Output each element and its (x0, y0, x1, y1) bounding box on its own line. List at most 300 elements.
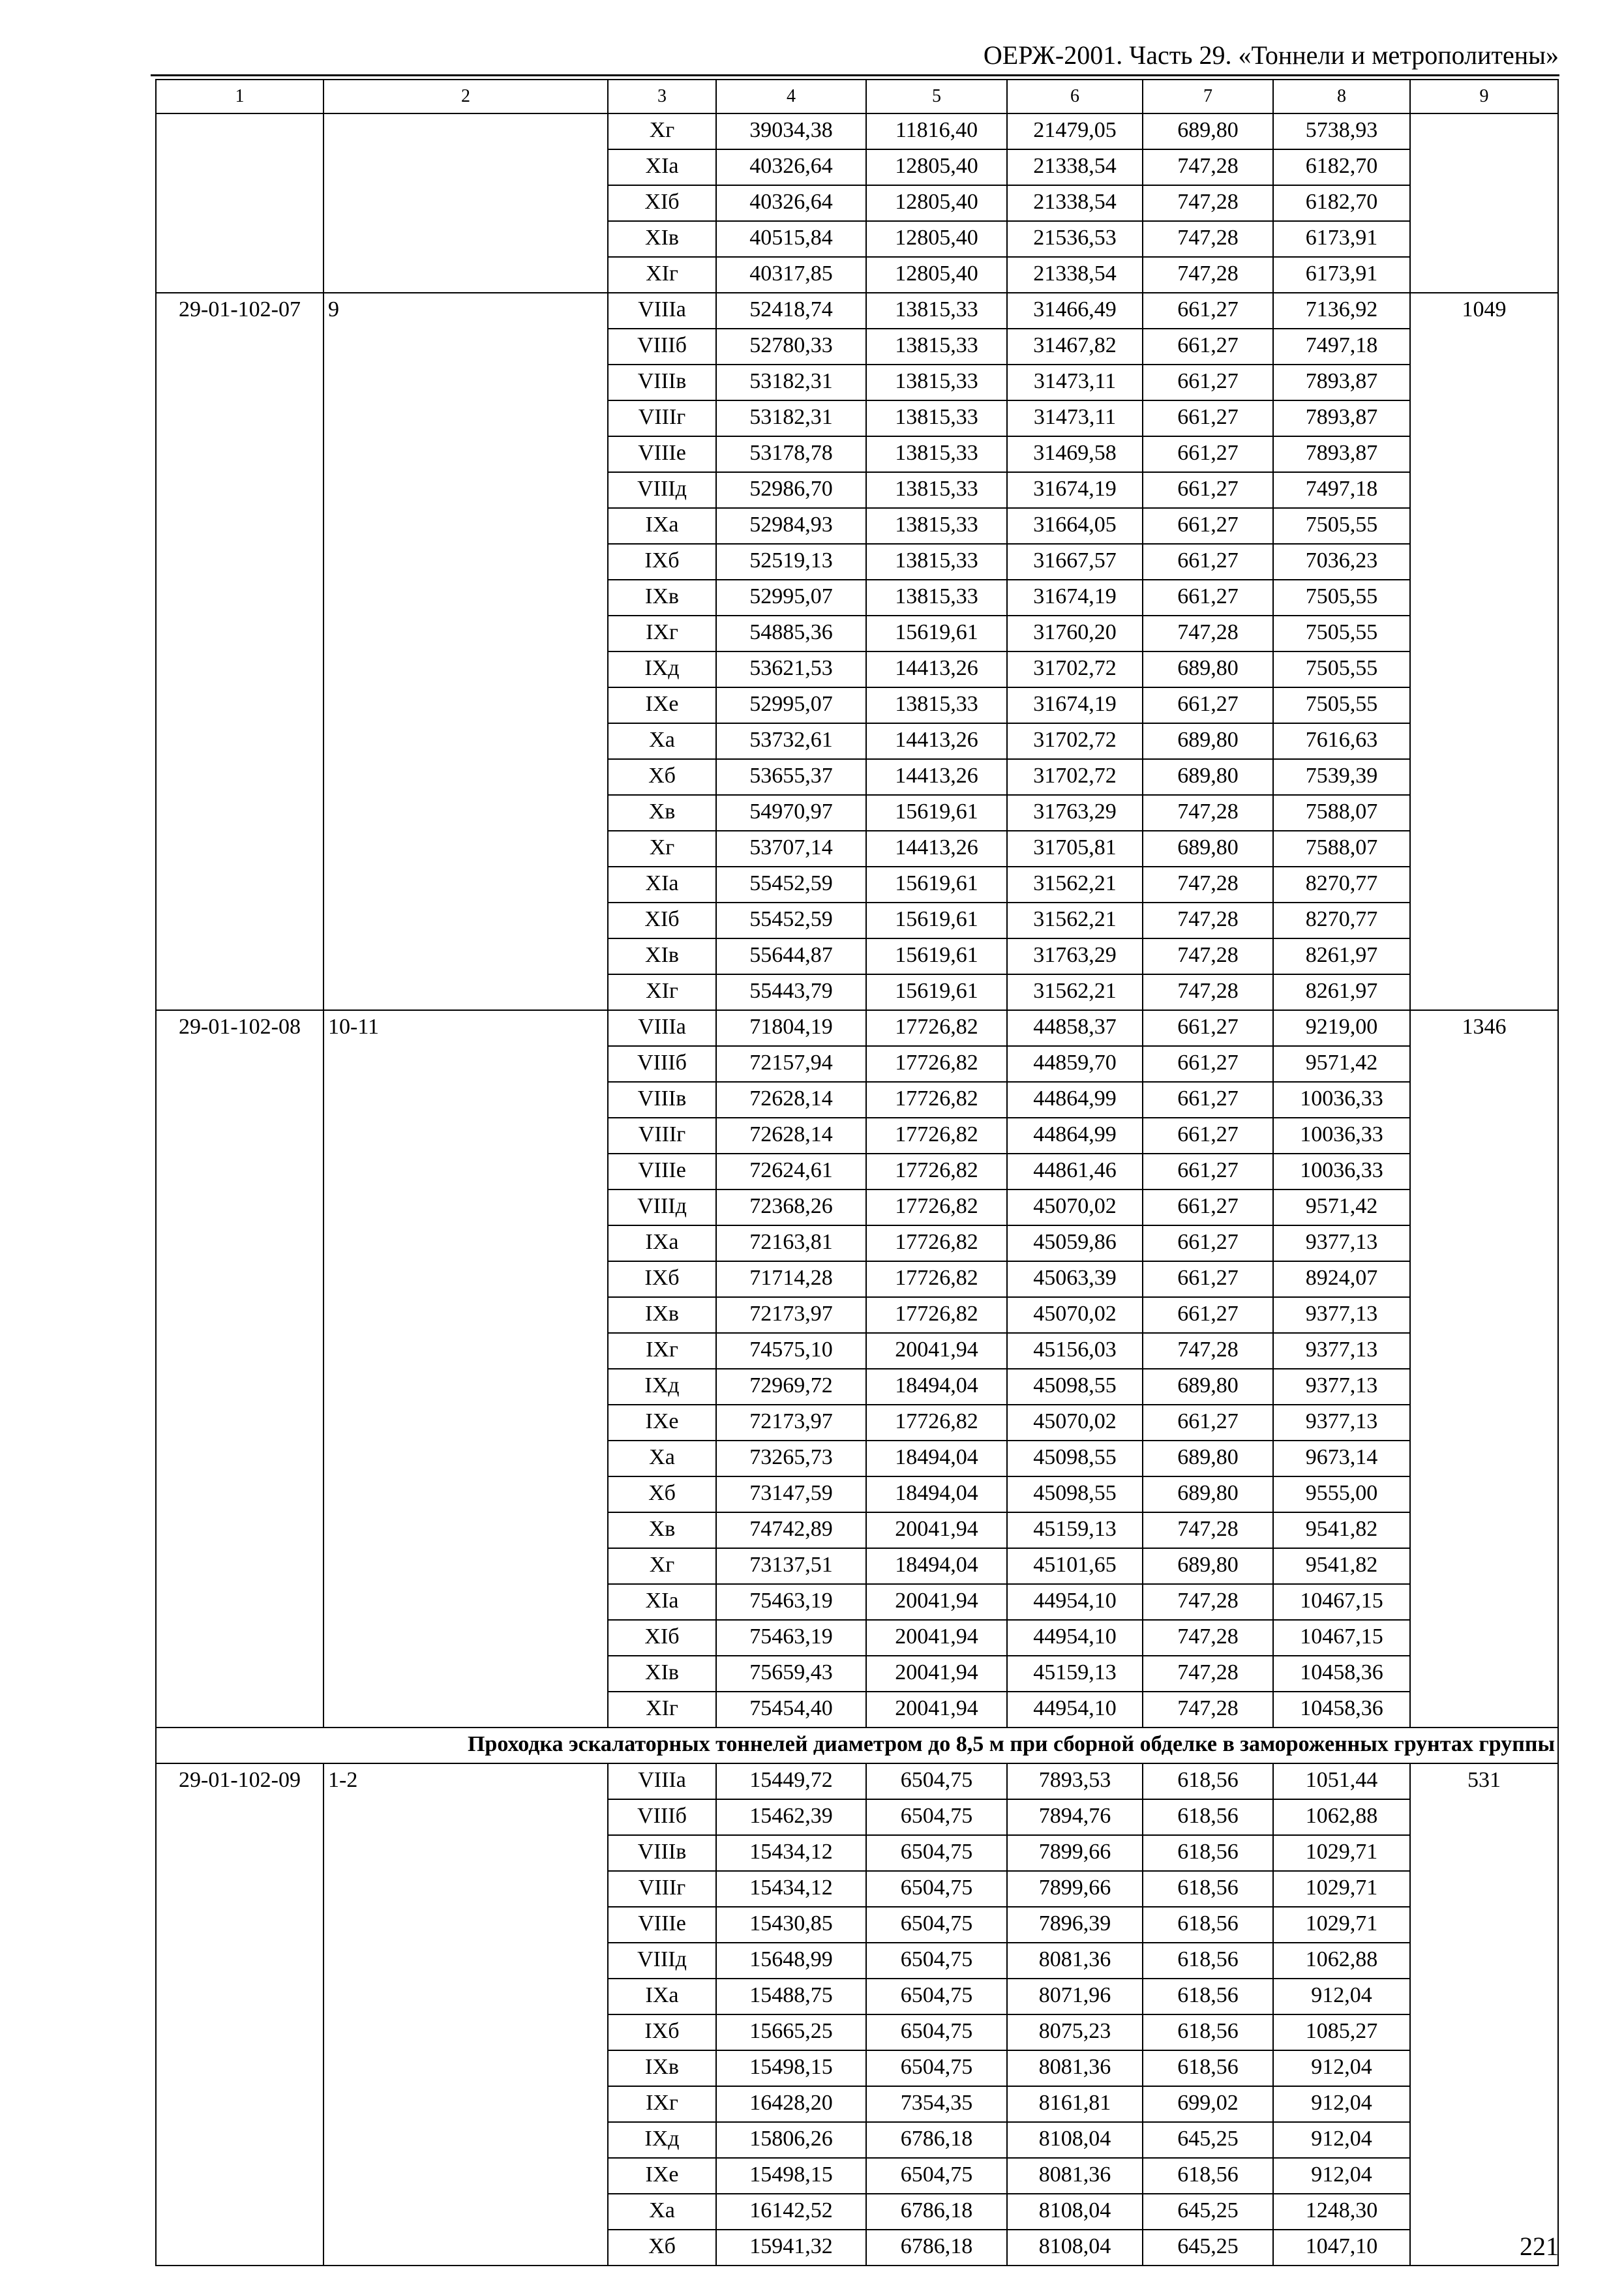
soil-group-cell: IXб (608, 544, 716, 580)
value-cell: 31763,29 (1007, 795, 1143, 831)
value-cell: 8261,97 (1273, 938, 1410, 974)
value-cell: 6504,75 (866, 1943, 1007, 1979)
rate-code-cell: 29-01-102-09 (156, 1763, 323, 2266)
value-cell: 7896,39 (1007, 1907, 1143, 1943)
value-cell: 21536,53 (1007, 221, 1143, 257)
value-cell: 55452,59 (716, 867, 866, 903)
soil-group-cell: Xг (608, 831, 716, 867)
value-cell: 17726,82 (866, 1189, 1007, 1225)
value-cell: 14413,26 (866, 831, 1007, 867)
value-cell: 9555,00 (1273, 1476, 1410, 1512)
value-cell: 75454,40 (716, 1692, 866, 1728)
soil-group-cell: Xб (608, 2230, 716, 2266)
value-cell: 747,28 (1143, 257, 1273, 293)
value-cell: 8081,36 (1007, 1943, 1143, 1979)
value-cell: 44954,10 (1007, 1584, 1143, 1620)
value-cell: 7616,63 (1273, 723, 1410, 759)
value-cell: 20041,94 (866, 1620, 1007, 1656)
value-cell: 15619,61 (866, 867, 1007, 903)
value-cell: 661,27 (1143, 508, 1273, 544)
value-cell: 44954,10 (1007, 1620, 1143, 1656)
value-cell: 31674,19 (1007, 687, 1143, 723)
value-cell: 73265,73 (716, 1441, 866, 1476)
value-cell: 6504,75 (866, 1763, 1007, 1799)
soil-group-cell: IXб (608, 2014, 716, 2050)
column-number: 6 (1007, 80, 1143, 113)
value-cell: 9377,13 (1273, 1333, 1410, 1369)
value-cell: 912,04 (1273, 2158, 1410, 2194)
value-cell: 15434,12 (716, 1871, 866, 1907)
value-cell: 7497,18 (1273, 472, 1410, 508)
value-cell: 15619,61 (866, 974, 1007, 1010)
soil-group-cell: Xа (608, 723, 716, 759)
soil-group-cell: VIIIв (608, 365, 716, 400)
value-cell: 72368,26 (716, 1189, 866, 1225)
value-cell: 17726,82 (866, 1405, 1007, 1441)
soil-group-cell: VIIIа (608, 1763, 716, 1799)
value-cell: 1062,88 (1273, 1943, 1410, 1979)
value-cell: 618,56 (1143, 1763, 1273, 1799)
soil-group-cell: IXг (608, 1333, 716, 1369)
value-cell: 71804,19 (716, 1010, 866, 1046)
soil-group-cell: VIIIб (608, 1799, 716, 1835)
value-cell: 7899,66 (1007, 1835, 1143, 1871)
value-cell: 53182,31 (716, 365, 866, 400)
value-cell: 689,80 (1143, 1476, 1273, 1512)
value-cell: 53182,31 (716, 400, 866, 436)
soil-group-cell: IXе (608, 2158, 716, 2194)
value-cell: 689,80 (1143, 113, 1273, 149)
value-cell: 14413,26 (866, 723, 1007, 759)
value-cell: 17726,82 (866, 1010, 1007, 1046)
value-cell: 45070,02 (1007, 1189, 1143, 1225)
value-cell: 31562,21 (1007, 974, 1143, 1010)
soil-group-cell: IXа (608, 1225, 716, 1261)
value-cell: 661,27 (1143, 544, 1273, 580)
value-cell: 6504,75 (866, 1835, 1007, 1871)
value-cell: 1062,88 (1273, 1799, 1410, 1835)
value-cell: 14413,26 (866, 759, 1007, 795)
value-cell: 8108,04 (1007, 2122, 1143, 2158)
value-cell: 747,28 (1143, 974, 1273, 1010)
soil-group-cell: Xб (608, 1476, 716, 1512)
value-cell: 6786,18 (866, 2122, 1007, 2158)
soil-group-cell: Xб (608, 759, 716, 795)
value-cell: 8261,97 (1273, 974, 1410, 1010)
soil-group-cell: Xв (608, 1512, 716, 1548)
value-cell: 21338,54 (1007, 185, 1143, 221)
value-cell: 53178,78 (716, 436, 866, 472)
value-cell: 9377,13 (1273, 1225, 1410, 1261)
value-cell: 17726,82 (866, 1046, 1007, 1082)
value-cell: 72173,97 (716, 1405, 866, 1441)
value-cell: 18494,04 (866, 1441, 1007, 1476)
soil-group-cell: IXд (608, 1369, 716, 1405)
value-cell: 45070,02 (1007, 1405, 1143, 1441)
value-cell: 6504,75 (866, 2050, 1007, 2086)
value-cell: 747,28 (1143, 903, 1273, 938)
soil-group-cell: XIа (608, 1584, 716, 1620)
soil-group-cell: VIIIд (608, 1189, 716, 1225)
value-cell: 40326,64 (716, 185, 866, 221)
value-cell: 689,80 (1143, 831, 1273, 867)
value-cell: 15488,75 (716, 1979, 866, 2014)
value-cell: 747,28 (1143, 1512, 1273, 1548)
value-cell: 13815,33 (866, 293, 1007, 329)
depth-cell: 9 (323, 293, 608, 1010)
value-cell: 12805,40 (866, 149, 1007, 185)
value-cell: 45159,13 (1007, 1512, 1143, 1548)
value-cell: 53655,37 (716, 759, 866, 795)
soil-group-cell: XIб (608, 1620, 716, 1656)
value-cell: 15941,32 (716, 2230, 866, 2266)
value-cell: 31702,72 (1007, 759, 1143, 795)
value-cell: 7893,87 (1273, 400, 1410, 436)
value-cell: 689,80 (1143, 651, 1273, 687)
soil-group-cell: VIIIа (608, 1010, 716, 1046)
value-cell: 661,27 (1143, 1189, 1273, 1225)
value-cell: 645,25 (1143, 2122, 1273, 2158)
value-cell: 17726,82 (866, 1225, 1007, 1261)
value-cell: 18494,04 (866, 1369, 1007, 1405)
value-cell: 44864,99 (1007, 1082, 1143, 1118)
value-cell: 9571,42 (1273, 1046, 1410, 1082)
value-cell: 7505,55 (1273, 616, 1410, 651)
value-cell: 13815,33 (866, 508, 1007, 544)
value-cell: 6182,70 (1273, 149, 1410, 185)
soil-group-cell: VIIIв (608, 1835, 716, 1871)
value-cell: 747,28 (1143, 149, 1273, 185)
value-cell: 1029,71 (1273, 1835, 1410, 1871)
value-cell: 13815,33 (866, 436, 1007, 472)
table-row (156, 1010, 1558, 1046)
value-cell: 21338,54 (1007, 257, 1143, 293)
value-cell: 40317,85 (716, 257, 866, 293)
value-cell: 7505,55 (1273, 687, 1410, 723)
table-row (156, 113, 1558, 149)
value-cell: 747,28 (1143, 1692, 1273, 1728)
value-cell: 661,27 (1143, 1405, 1273, 1441)
value-cell: 14413,26 (866, 651, 1007, 687)
soil-group-cell: XIб (608, 185, 716, 221)
soil-group-cell: VIIIе (608, 1907, 716, 1943)
value-cell: 15619,61 (866, 903, 1007, 938)
table-row (156, 1763, 1558, 1799)
value-cell: 747,28 (1143, 221, 1273, 257)
value-cell: 45063,39 (1007, 1261, 1143, 1297)
value-cell: 15619,61 (866, 616, 1007, 651)
value-cell: 912,04 (1273, 2086, 1410, 2122)
value-cell: 8081,36 (1007, 2158, 1143, 2194)
value-cell: 13815,33 (866, 580, 1007, 616)
value-cell: 618,56 (1143, 1907, 1273, 1943)
value-cell: 6504,75 (866, 2158, 1007, 2194)
soil-group-cell: IXд (608, 2122, 716, 2158)
value-cell: 6786,18 (866, 2230, 1007, 2266)
soil-group-cell: VIIIг (608, 1118, 716, 1154)
value-cell: 661,27 (1143, 472, 1273, 508)
value-cell: 13815,33 (866, 400, 1007, 436)
value-cell: 9541,82 (1273, 1512, 1410, 1548)
value-cell: 12805,40 (866, 185, 1007, 221)
value-cell: 7539,39 (1273, 759, 1410, 795)
value-cell: 39034,38 (716, 113, 866, 149)
column-number: 5 (866, 80, 1007, 113)
value-cell: 661,27 (1143, 436, 1273, 472)
soil-group-cell: VIIIд (608, 1943, 716, 1979)
value-cell: 5738,93 (1273, 113, 1410, 149)
value-cell: 618,56 (1143, 1943, 1273, 1979)
value-cell: 52519,13 (716, 544, 866, 580)
value-cell: 689,80 (1143, 759, 1273, 795)
value-cell: 15619,61 (866, 795, 1007, 831)
soil-group-cell: XIг (608, 1692, 716, 1728)
column-number: 7 (1143, 80, 1273, 113)
value-cell: 31562,21 (1007, 867, 1143, 903)
value-cell: 618,56 (1143, 1799, 1273, 1835)
value-cell: 53621,53 (716, 651, 866, 687)
value-cell: 912,04 (1273, 1979, 1410, 2014)
value-cell: 40515,84 (716, 221, 866, 257)
value-cell: 15665,25 (716, 2014, 866, 2050)
value-cell: 31763,29 (1007, 938, 1143, 974)
soil-group-cell: IXв (608, 2050, 716, 2086)
soil-group-cell: Xв (608, 795, 716, 831)
value-cell: 73137,51 (716, 1548, 866, 1584)
value-cell: 44861,46 (1007, 1154, 1143, 1189)
soil-group-cell: IXг (608, 2086, 716, 2122)
value-cell: 73147,59 (716, 1476, 866, 1512)
soil-group-cell: XIг (608, 257, 716, 293)
value-cell: 7899,66 (1007, 1871, 1143, 1907)
value-cell: 15498,15 (716, 2050, 866, 2086)
value-cell: 747,28 (1143, 795, 1273, 831)
value-cell: 8270,77 (1273, 867, 1410, 903)
value-cell: 31664,05 (1007, 508, 1143, 544)
column-9-cell: 1346 (1410, 1010, 1558, 1728)
value-cell: 45059,86 (1007, 1225, 1143, 1261)
value-cell: 31674,19 (1007, 580, 1143, 616)
value-cell: 661,27 (1143, 687, 1273, 723)
value-cell: 618,56 (1143, 2014, 1273, 2050)
value-cell: 618,56 (1143, 1835, 1273, 1871)
value-cell: 71714,28 (716, 1261, 866, 1297)
value-cell: 9541,82 (1273, 1548, 1410, 1584)
value-cell: 6504,75 (866, 1871, 1007, 1907)
value-cell: 7894,76 (1007, 1799, 1143, 1835)
soil-group-cell: XIв (608, 1656, 716, 1692)
soil-group-cell: IXд (608, 651, 716, 687)
value-cell: 6504,75 (866, 1979, 1007, 2014)
value-cell: 13815,33 (866, 544, 1007, 580)
column-number: 9 (1410, 80, 1558, 113)
value-cell: 618,56 (1143, 1871, 1273, 1907)
value-cell: 8924,07 (1273, 1261, 1410, 1297)
value-cell: 747,28 (1143, 1584, 1273, 1620)
value-cell: 7588,07 (1273, 795, 1410, 831)
value-cell: 7505,55 (1273, 508, 1410, 544)
soil-group-cell: XIа (608, 149, 716, 185)
value-cell: 15434,12 (716, 1835, 866, 1871)
value-cell: 10467,15 (1273, 1620, 1410, 1656)
value-cell: 8108,04 (1007, 2230, 1143, 2266)
value-cell: 689,80 (1143, 1441, 1273, 1476)
value-cell: 75463,19 (716, 1584, 866, 1620)
value-cell: 52984,93 (716, 508, 866, 544)
value-cell: 31473,11 (1007, 400, 1143, 436)
value-cell: 17726,82 (866, 1297, 1007, 1333)
value-cell: 17726,82 (866, 1154, 1007, 1189)
value-cell: 20041,94 (866, 1584, 1007, 1620)
value-cell: 689,80 (1143, 1369, 1273, 1405)
soil-group-cell: VIIIг (608, 400, 716, 436)
value-cell: 15806,26 (716, 2122, 866, 2158)
value-cell: 661,27 (1143, 1010, 1273, 1046)
value-cell: 699,02 (1143, 2086, 1273, 2122)
value-cell: 661,27 (1143, 365, 1273, 400)
depth-cell (323, 113, 608, 293)
value-cell: 17726,82 (866, 1261, 1007, 1297)
value-cell: 747,28 (1143, 1620, 1273, 1656)
value-cell: 661,27 (1143, 1261, 1273, 1297)
value-cell: 44954,10 (1007, 1692, 1143, 1728)
page-header-title: ОЕРЖ-2001. Часть 29. «Тоннели и метрополитены» (983, 40, 1559, 70)
value-cell: 20041,94 (866, 1333, 1007, 1369)
value-cell: 20041,94 (866, 1692, 1007, 1728)
value-cell: 9219,00 (1273, 1010, 1410, 1046)
soil-group-cell: IXе (608, 687, 716, 723)
value-cell: 9377,13 (1273, 1405, 1410, 1441)
value-cell: 31469,58 (1007, 436, 1143, 472)
value-cell: 8071,96 (1007, 1979, 1143, 2014)
value-cell: 44858,37 (1007, 1010, 1143, 1046)
value-cell: 52780,33 (716, 329, 866, 365)
value-cell: 8075,23 (1007, 2014, 1143, 2050)
value-cell: 10467,15 (1273, 1584, 1410, 1620)
value-cell: 16428,20 (716, 2086, 866, 2122)
value-cell: 31705,81 (1007, 831, 1143, 867)
value-cell: 10458,36 (1273, 1656, 1410, 1692)
soil-group-cell: Xг (608, 113, 716, 149)
depth-cell: 10-11 (323, 1010, 608, 1728)
value-cell: 10036,33 (1273, 1082, 1410, 1118)
value-cell: 8270,77 (1273, 903, 1410, 938)
value-cell: 31702,72 (1007, 651, 1143, 687)
value-cell: 618,56 (1143, 1979, 1273, 2014)
value-cell: 661,27 (1143, 580, 1273, 616)
value-cell: 75463,19 (716, 1620, 866, 1656)
value-cell: 661,27 (1143, 1118, 1273, 1154)
value-cell: 31674,19 (1007, 472, 1143, 508)
value-cell: 45156,03 (1007, 1333, 1143, 1369)
value-cell: 6173,91 (1273, 257, 1410, 293)
column-number: 2 (323, 80, 608, 113)
section-title-row (156, 1728, 1558, 1763)
value-cell: 72163,81 (716, 1225, 866, 1261)
value-cell: 7136,92 (1273, 293, 1410, 329)
value-cell: 747,28 (1143, 185, 1273, 221)
soil-group-cell: Xа (608, 2194, 716, 2230)
soil-group-cell: XIв (608, 938, 716, 974)
value-cell: 72173,97 (716, 1297, 866, 1333)
value-cell: 31562,21 (1007, 903, 1143, 938)
value-cell: 72628,14 (716, 1118, 866, 1154)
value-cell: 45098,55 (1007, 1369, 1143, 1405)
soil-group-cell: XIб (608, 903, 716, 938)
column-number: 8 (1273, 80, 1410, 113)
value-cell: 618,56 (1143, 2158, 1273, 2194)
value-cell: 661,27 (1143, 400, 1273, 436)
value-cell: 55443,79 (716, 974, 866, 1010)
value-cell: 1029,71 (1273, 1871, 1410, 1907)
soil-group-cell: XIа (608, 867, 716, 903)
value-cell: 45098,55 (1007, 1441, 1143, 1476)
value-cell: 17726,82 (866, 1082, 1007, 1118)
value-cell: 6786,18 (866, 2194, 1007, 2230)
value-cell: 18494,04 (866, 1476, 1007, 1512)
value-cell: 7893,87 (1273, 365, 1410, 400)
value-cell: 618,56 (1143, 2050, 1273, 2086)
value-cell: 45070,02 (1007, 1297, 1143, 1333)
soil-group-cell: Xа (608, 1441, 716, 1476)
soil-group-cell: IXе (608, 1405, 716, 1441)
value-cell: 31667,57 (1007, 544, 1143, 580)
soil-group-cell: IXв (608, 580, 716, 616)
value-cell: 912,04 (1273, 2050, 1410, 2086)
value-cell: 10036,33 (1273, 1154, 1410, 1189)
value-cell: 8108,04 (1007, 2194, 1143, 2230)
value-cell: 912,04 (1273, 2122, 1410, 2158)
value-cell: 747,28 (1143, 867, 1273, 903)
value-cell: 31467,82 (1007, 329, 1143, 365)
soil-group-cell: Xг (608, 1548, 716, 1584)
value-cell: 45159,13 (1007, 1656, 1143, 1692)
value-cell: 6173,91 (1273, 221, 1410, 257)
column-number-row (156, 80, 1558, 113)
table-row (156, 293, 1558, 329)
value-cell: 747,28 (1143, 1333, 1273, 1369)
column-9-cell (1410, 113, 1558, 293)
value-cell: 661,27 (1143, 293, 1273, 329)
value-cell: 13815,33 (866, 365, 1007, 400)
value-cell: 11816,40 (866, 113, 1007, 149)
section-title: Проходка эскалаторных тоннелей диаметром до 8,5 м при сборной обделке в замороженных грунтах группы (156, 1728, 1558, 1763)
value-cell: 74742,89 (716, 1512, 866, 1548)
value-cell: 10036,33 (1273, 1118, 1410, 1154)
soil-group-cell: VIIIв (608, 1082, 716, 1118)
value-cell: 1248,30 (1273, 2194, 1410, 2230)
column-number: 3 (608, 80, 716, 113)
value-cell: 8161,81 (1007, 2086, 1143, 2122)
value-cell: 52995,07 (716, 580, 866, 616)
value-cell: 645,25 (1143, 2194, 1273, 2230)
value-cell: 7588,07 (1273, 831, 1410, 867)
soil-group-cell: IXв (608, 1297, 716, 1333)
value-cell: 15498,15 (716, 2158, 866, 2194)
value-cell: 9377,13 (1273, 1369, 1410, 1405)
depth-cell: 1-2 (323, 1763, 608, 2266)
value-cell: 44864,99 (1007, 1118, 1143, 1154)
value-cell: 31466,49 (1007, 293, 1143, 329)
value-cell: 1085,27 (1273, 2014, 1410, 2050)
value-cell: 10458,36 (1273, 1692, 1410, 1728)
page-number: 221 (1520, 2232, 1559, 2261)
soil-group-cell: VIIIб (608, 1046, 716, 1082)
value-cell: 15619,61 (866, 938, 1007, 974)
value-cell: 40326,64 (716, 149, 866, 185)
value-cell: 72969,72 (716, 1369, 866, 1405)
rate-code-cell: 29-01-102-08 (156, 1010, 323, 1728)
